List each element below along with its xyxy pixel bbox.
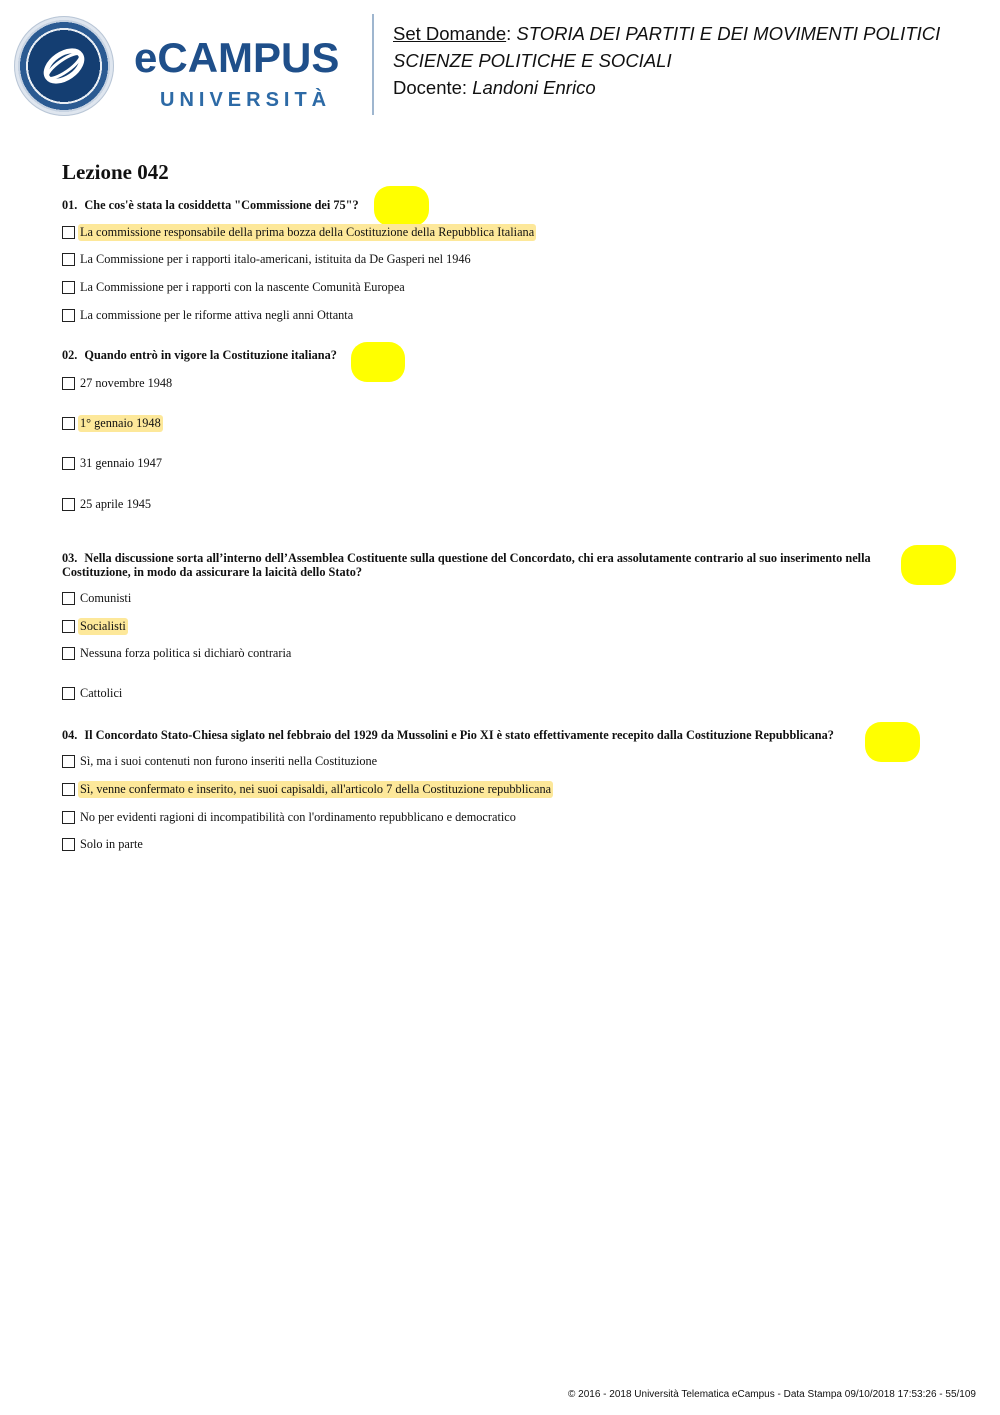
lesson-title: Lezione 042 — [62, 160, 169, 184]
answer-option[interactable]: Nessuna forza politica si dichiarò contraria — [62, 644, 293, 662]
header-divider — [372, 14, 374, 115]
checkbox[interactable] — [62, 620, 75, 633]
answer-option[interactable]: Socialisti — [62, 617, 128, 635]
answer-option[interactable]: 25 aprile 1945 — [62, 495, 153, 513]
course-header — [393, 20, 983, 101]
set-label: Set Domande — [393, 23, 507, 44]
question-text: Nella discussione sorta all’interno dell’Assemblea Costituente sulla questione del Concordato, chi era assolutamente contrario al suo inserimento nella — [84, 551, 871, 565]
answer-option[interactable]: La commissione responsabile della prima bozza della Costituzione della Repubblica Italiana — [62, 223, 536, 241]
course-line: Set Domande: STORIA DEI PARTITI E DEI MOVIMENTI POLITICI — [393, 23, 941, 44]
question-number: 03. — [62, 551, 78, 565]
checkbox[interactable] — [62, 417, 75, 430]
teacher-label: Docente — [393, 77, 462, 98]
answer-option[interactable]: La Commissione per i rapporti con la nascente Comunità Europea — [62, 278, 407, 296]
answer-option[interactable]: La commissione per le riforme attiva negli anni Ottanta — [62, 306, 355, 324]
answer-option[interactable]: 31 gennaio 1947 — [62, 454, 164, 472]
checkbox[interactable] — [62, 687, 75, 700]
checkbox[interactable] — [62, 755, 75, 768]
question-text: Il Concordato Stato-Chiesa siglato nel febbraio del 1929 da Mussolini e Pio XI è stato effettivamente recepito dalla Costituzione Repubblicana? — [84, 728, 834, 742]
answer-option[interactable]: Sì, ma i suoi contenuti non furono inseriti nella Costituzione — [62, 752, 379, 770]
ecampus-logo — [14, 14, 359, 118]
answer-option[interactable]: 27 novembre 1948 — [62, 374, 174, 392]
course-title: STORIA DEI PARTITI E DEI MOVIMENTI POLITICI — [516, 23, 941, 44]
yellow-marker — [901, 545, 956, 585]
page-footer: © 2016 - 2018 Università Telematica eCampus - Data Stampa 09/10/2018 17:53:26 - 55/109 — [568, 1389, 976, 1400]
checkbox[interactable] — [62, 253, 75, 266]
checkbox[interactable] — [62, 377, 75, 390]
checkbox[interactable] — [62, 309, 75, 322]
checkbox[interactable] — [62, 811, 75, 824]
answer-option[interactable]: Solo in parte — [62, 835, 145, 853]
checkbox[interactable] — [62, 498, 75, 511]
question-text: Che cos'è stata la cosiddetta "Commissione dei 75"? — [84, 198, 359, 212]
answer-option[interactable]: Sì, venne confermato e inserito, nei suoi capisaldi, all'articolo 7 della Costituzione repubblicana — [62, 780, 553, 798]
question-text-continued: Costituzione, in modo da assicurare la laicità dello Stato? — [62, 565, 363, 579]
teacher-line: Docente: Landoni Enrico — [393, 77, 596, 98]
checkbox[interactable] — [62, 457, 75, 470]
question-number: 02. — [62, 348, 78, 362]
question-04 — [62, 728, 834, 742]
brand-name: eCAMPUS — [134, 34, 340, 81]
answer-option[interactable]: 1° gennaio 1948 — [62, 414, 163, 432]
answer-option[interactable]: Cattolici — [62, 684, 124, 702]
yellow-marker — [865, 722, 920, 762]
question-number: 04. — [62, 728, 78, 742]
answer-option[interactable]: Comunisti — [62, 589, 133, 607]
question-02 — [62, 348, 337, 362]
checkbox[interactable] — [62, 838, 75, 851]
question-03 — [62, 551, 902, 579]
teacher-name: Landoni Enrico — [472, 77, 596, 98]
checkbox[interactable] — [62, 281, 75, 294]
checkbox[interactable] — [62, 647, 75, 660]
faculty-name: SCIENZE POLITICHE E SOCIALI — [393, 50, 672, 71]
faculty-line — [393, 47, 983, 74]
checkbox[interactable] — [62, 783, 75, 796]
question-01 — [62, 198, 359, 212]
yellow-marker — [374, 186, 429, 226]
question-text: Quando entrò in vigore la Costituzione italiana? — [84, 348, 337, 362]
checkbox[interactable] — [62, 592, 75, 605]
yellow-marker — [351, 342, 405, 382]
answer-option[interactable]: La Commissione per i rapporti italo-americani, istituita da De Gasperi nel 1946 — [62, 250, 473, 268]
brand-subtitle: UNIVERSITÀ — [160, 89, 332, 111]
question-number: 01. — [62, 198, 78, 212]
answer-option[interactable]: No per evidenti ragioni di incompatibilità con l'ordinamento repubblicano e democratico — [62, 808, 518, 826]
checkbox[interactable] — [62, 226, 75, 239]
university-seal-icon — [14, 16, 114, 116]
